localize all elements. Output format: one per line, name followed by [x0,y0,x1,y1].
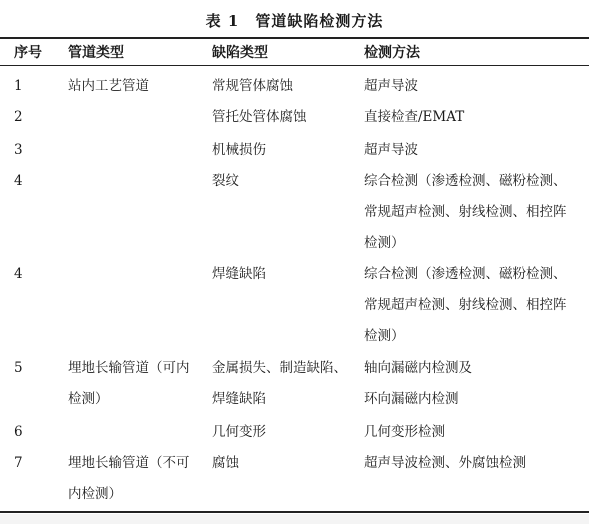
row-4a-no: 4 [14,173,23,189]
row-1-method: 超声导波 [364,78,418,94]
table-title: 表 1 管道缺陷检测方法 [205,12,384,30]
row-7-pipe-line-1: 埋地长输管道（不可 [68,455,190,471]
row-2-no: 2 [14,109,23,125]
header-method: 检测方法 [364,45,420,61]
header-defect-type: 缺陷类型 [212,45,268,61]
row-4a-method-line-3: 检测） [364,235,405,251]
page-bottom-band [0,514,589,524]
row-5-method-line-1: 轴向漏磁内检测及 [364,360,472,376]
row-5-pipe-line-1: 埋地长输管道（可内 [68,360,190,376]
row-2-defect: 管托处管体腐蚀 [212,109,307,125]
row-4a-defect: 裂纹 [212,173,239,189]
header-pipe-type: 管道类型 [68,45,124,61]
row-4b-no: 4 [14,266,23,282]
row-3-method: 超声导波 [364,142,418,158]
row-4a-method-line-2: 常规超声检测、射线检测、相控阵 [364,204,567,220]
row-1-pipe: 站内工艺管道 [68,78,149,94]
row-5-pipe-line-2: 检测） [68,391,109,407]
row-1-no: 1 [14,78,23,94]
row-7-pipe-line-2: 内检测） [68,486,122,502]
row-7-defect: 腐蚀 [212,455,239,471]
row-7-method: 超声导波检测、外腐蚀检测 [364,455,526,471]
row-6-defect: 几何变形 [212,424,266,440]
row-5-defect-line-1: 金属损失、制造缺陷、 [212,360,347,376]
row-3-defect: 机械损伤 [212,142,266,158]
row-5-no: 5 [14,360,23,376]
table-bottom-rule [0,511,589,513]
row-7-no: 7 [14,455,23,471]
row-4b-method-line-1: 综合检测（渗透检测、磁粉检测、 [364,266,567,282]
row-2-method: 直接检查/EMAT [364,109,465,125]
row-4b-method-line-2: 常规超声检测、射线检测、相控阵 [364,297,567,313]
row-6-no: 6 [14,424,23,440]
row-4b-method-line-3: 检测） [364,328,405,344]
row-1-defect: 常规管体腐蚀 [212,78,293,94]
row-6-method: 几何变形检测 [364,424,445,440]
row-5-defect-line-2: 焊缝缺陷 [212,391,266,407]
table-top-rule [0,37,589,39]
table-header-rule [0,65,589,66]
row-3-no: 3 [14,142,23,158]
row-4a-method-line-1: 综合检测（渗透检测、磁粉检测、 [364,173,567,189]
header-no: 序号 [14,45,42,61]
row-4b-defect: 焊缝缺陷 [212,266,266,282]
row-5-method-line-2: 环向漏磁内检测 [364,391,459,407]
